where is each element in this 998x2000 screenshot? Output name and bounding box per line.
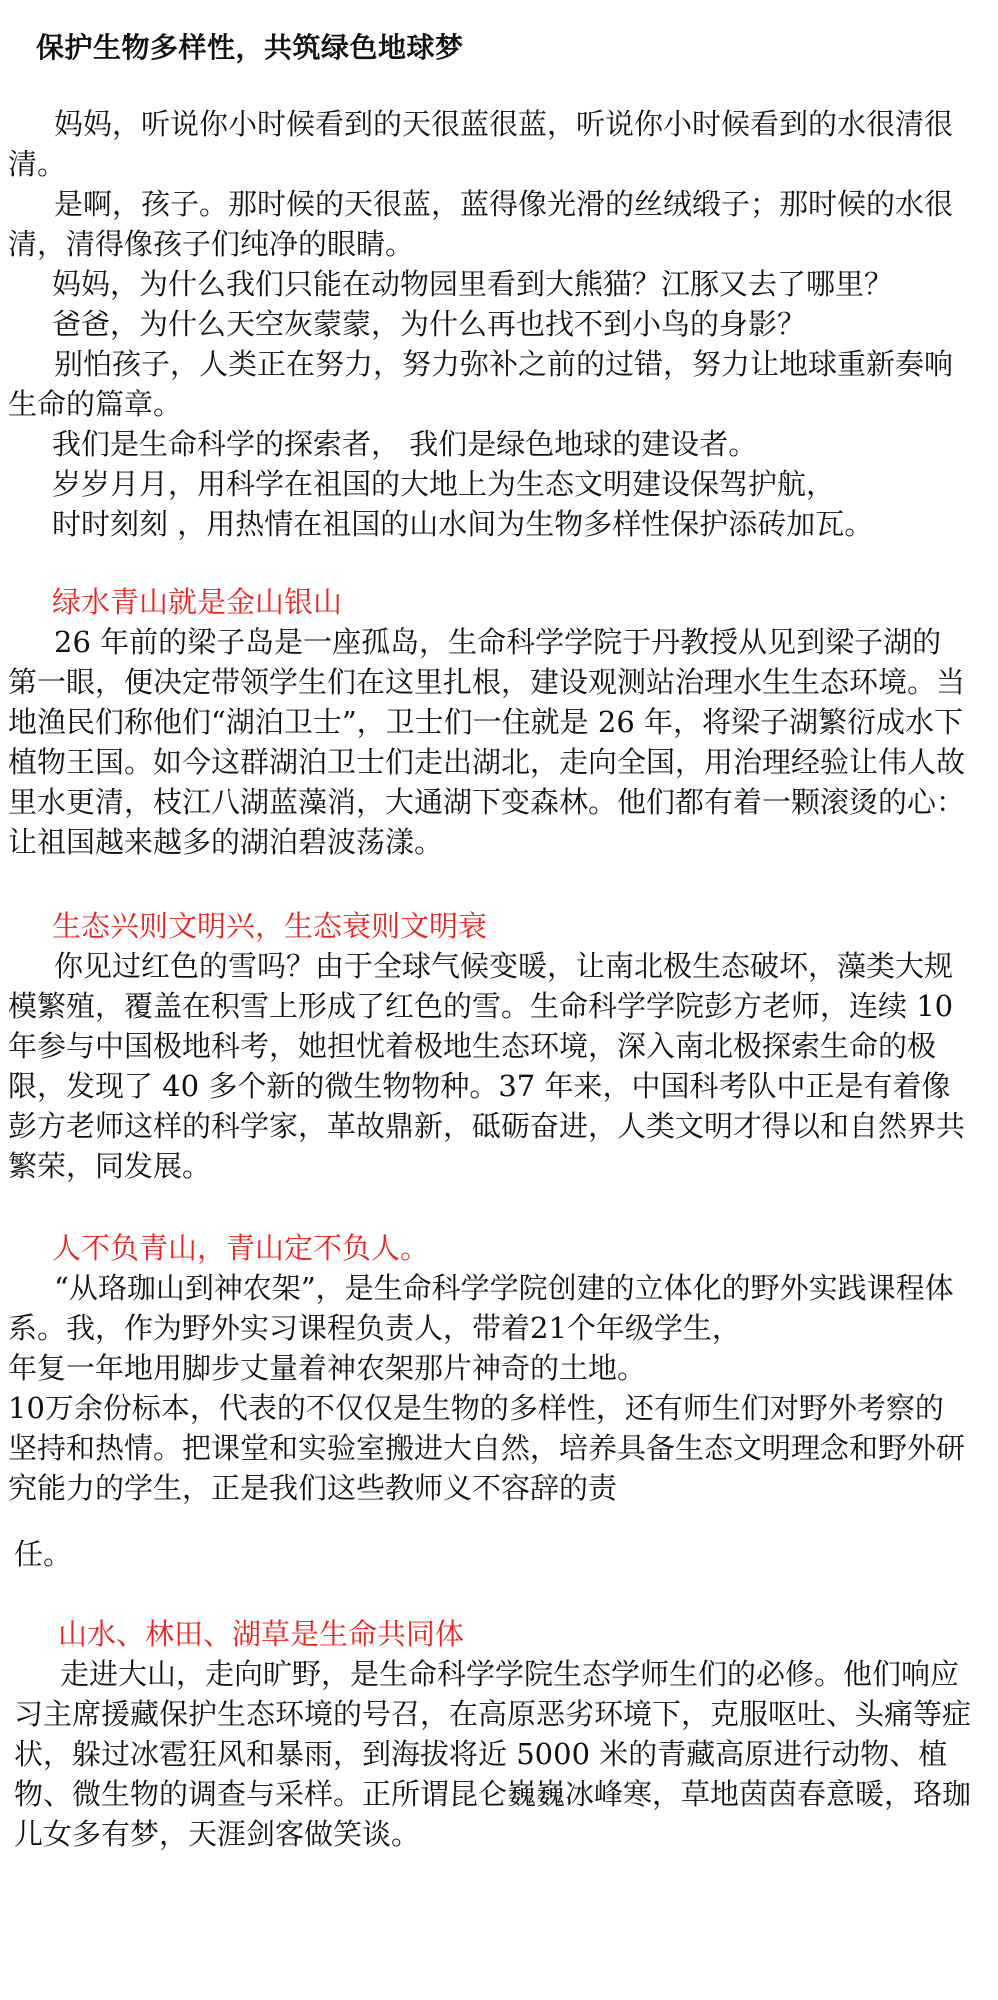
section-body-2: 你见过红色的雪吗？由于全球气候变暖，让南北极生态破坏，藻类大规模繁殖，覆盖在积雪上形成了红色的雪。生命科学学院彭方老师，连续 10 年参与中国极地科考，她担忧着极地生态环境，深入南北极探索生命的极限，发现了 40 多个新的微生物物种。37 年来，中国科考队中正是有着像彭方老师这样的科学家，革故鼎新，砥砺奋进，人类文明才得以和自然界共繁荣，同发展。 xyxy=(8,949,966,1183)
section-body-3a: “从珞珈山到神农架”，是生命科学学院创建的立体化的野外实践课程体系。我，作为野外实习课程负责人，带着21个年级学生， xyxy=(8,1271,954,1345)
section-heading-4: 山水、林田、湖草是生命共同体 xyxy=(58,1617,465,1651)
section-heading-1: 绿水青山就是金山银山 xyxy=(52,585,343,619)
section-body-1: 26 年前的梁子岛是一座孤岛，生命科学学院于丹教授从见到梁子湖的第一眼，便决定带领学生们在这里扎根，建设观测站治理水生生态环境。当地渔民们称他们“湖泊卫士”，卫士们一住就是 26 年，将梁子湖繁衍成水下植物王国。如今这群湖泊卫士们走出湖北，走向全国，用治理经验让伟人故里水更清，枝江八湖蓝藻消，大通湖下变森林。他们都有着一颗滚烫的心：让祖国越来越多的湖泊碧波荡漾。 xyxy=(8,625,966,859)
intro-paragraph-4: 爸爸，为什么天空灰蒙蒙，为什么再也找不到小鸟的身影？ xyxy=(52,307,807,341)
intro-paragraph-5: 别怕孩子，人类正在努力，努力弥补之前的过错，努力让地球重新奏响生命的篇章。 xyxy=(8,347,954,421)
section-heading-2: 生态兴则文明兴，生态衰则文明衰 xyxy=(52,909,488,943)
section-body-3d: 任。 xyxy=(14,1537,73,1571)
intro-paragraph-1: 妈妈，听说你小时候看到的天很蓝很蓝，听说你小时候看到的水很清很清。 xyxy=(8,107,954,181)
section-body-3b: 年复一年地用脚步丈量着神农架那片神奇的土地。 xyxy=(8,1351,647,1385)
document-title: 保护生物多样性，共筑绿色地球梦 xyxy=(36,31,464,64)
intro-paragraph-8: 时时刻刻 ，用热情在祖国的山水间为生物多样性保护添砖加瓦。 xyxy=(52,507,874,541)
section-heading-3: 人不负青山，青山定不负人。 xyxy=(52,1231,430,1265)
intro-paragraph-3: 妈妈，为什么我们只能在动物园里看到大熊猫？江豚又去了哪里？ xyxy=(52,267,894,301)
intro-paragraph-6: 我们是生命科学的探索者， 我们是绿色地球的建设者。 xyxy=(52,427,758,461)
intro-paragraph-2: 是啊，孩子。那时候的天很蓝，蓝得像光滑的丝绒缎子；那时候的水很清，清得像孩子们纯净的眼睛。 xyxy=(8,187,954,261)
intro-paragraph-7: 岁岁月月，用科学在祖国的大地上为生态文明建设保驾护航， xyxy=(52,467,836,501)
section-body-3c: 10万余份标本，代表的不仅仅是生物的多样性，还有师生们对野外考察的坚持和热情。把课堂和实验室搬进大自然，培养具备生态文明理念和野外研究能力的学生，正是我们这些教师义不容辞的责 xyxy=(8,1391,966,1505)
section-body-4: 走进大山，走向旷野，是生命科学学院生态学师生们的必修。他们响应习主席援藏保护生态环境的号召，在高原恶劣环境下，克服呕吐、头痛等症状，躲过冰雹狂风和暴雨，到海拔将近 5000 米的青藏高原进行动物、植物、微生物的调查与采样。正所谓昆仑巍巍冰峰寒，草地茵茵春意暖，珞珈儿女多有梦，天涯剑客做笑谈。 xyxy=(14,1657,972,1851)
